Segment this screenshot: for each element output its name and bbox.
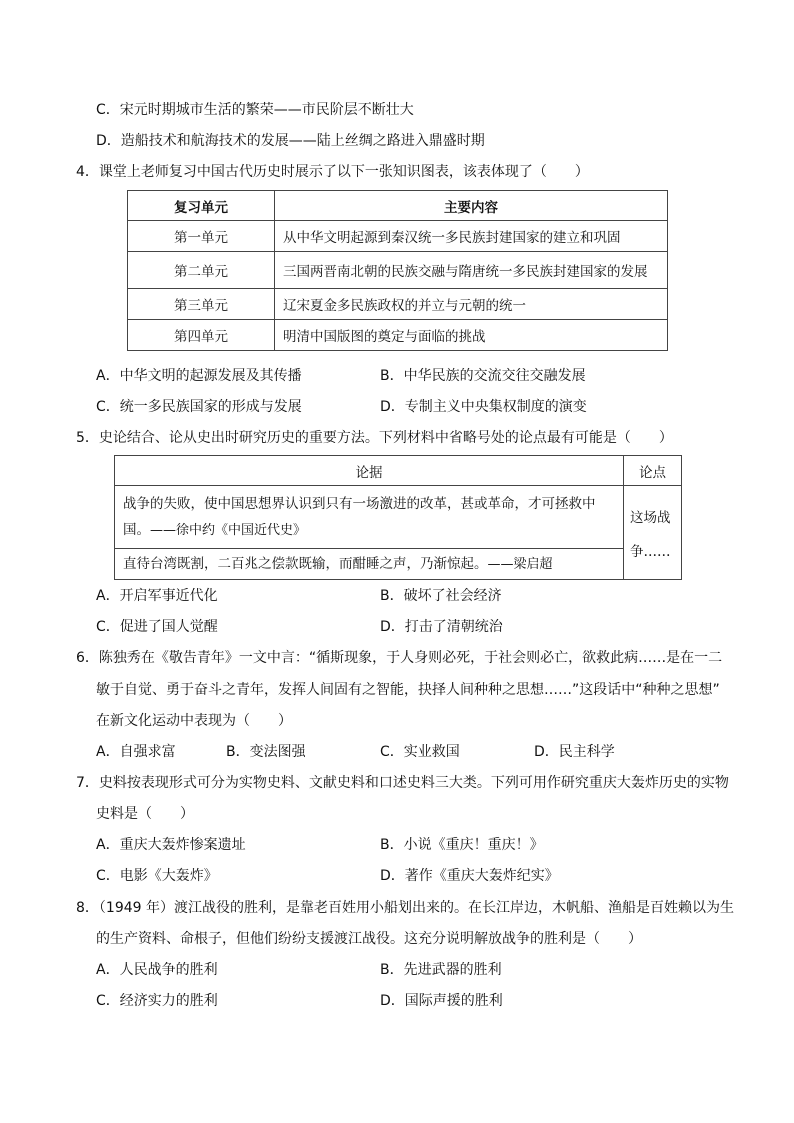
table-row <box>128 252 668 289</box>
q5-option-c: C．促进了国人觉醒 <box>96 619 218 635</box>
q5-evidence1-source: ——徐中约《中国近代史》 <box>150 522 307 538</box>
q6-option-c: C．实业救国 <box>380 744 460 760</box>
table-row <box>128 320 668 351</box>
q4-stem: 4．课堂上老师复习中国古代历史时展示了以下一张知识图表，该表体现了（ ） <box>76 164 589 180</box>
q5-option-d: D．打击了清朝统治 <box>380 619 503 635</box>
q4-unit-cell: 第一单元 <box>128 221 275 252</box>
q6-option-a: A．自强求富 <box>96 744 176 760</box>
q7-option-d: D．著作《重庆大轰炸纪实》 <box>380 868 559 884</box>
q4-content-cell: 辽宋夏金多民族政权的并立与元朝的统一 <box>275 289 668 320</box>
q4-content-cell: 明清中国版图的奠定与面临的挑战 <box>275 320 668 351</box>
table-row <box>128 289 668 320</box>
q5-evidence1-text: 国。 <box>123 521 150 538</box>
q4-content-cell: 三国两晋南北朝的民族交融与隋唐统一多民族封建国家的发展 <box>275 252 668 289</box>
q5-stem: 5．史论结合、论从史出时研究历史的重要方法。下列材料中省略号处的论点最有可能是（ ） <box>76 430 673 446</box>
q7-option-b: B．小说《重庆！重庆！》 <box>380 837 544 853</box>
q5-evidence1-line2 <box>123 517 615 544</box>
q4-header-unit: 复习单元 <box>128 191 275 221</box>
table-row <box>115 486 682 549</box>
table-row <box>128 221 668 252</box>
q4-content-cell: 从中华文明起源到秦汉统一多民族封建国家的建立和巩固 <box>275 221 668 252</box>
q4-unit-cell: 第二单元 <box>128 252 275 289</box>
q5-option-b: B．破坏了社会经济 <box>380 588 502 604</box>
q5-claim-line2: 争…… <box>630 543 671 560</box>
q5-option-a: A．开启军事近代化 <box>96 588 218 604</box>
q7-option-a: A．重庆大轰炸惨案遗址 <box>96 837 246 853</box>
q4-table <box>127 190 668 351</box>
q3-option-d: D．造船技术和航海技术的发展——陆上丝绸之路进入鼎盛时期 <box>96 133 485 149</box>
q8-option-a: A．人民战争的胜利 <box>96 962 218 978</box>
q7-stem-line2: 史料是（ ） <box>96 806 194 822</box>
q8-stem-line1: 8．（1949 年）渡江战役的胜利，是靠老百姓用小船划出来的。在长江岸边，木帆船、渔船是百姓赖以为生 <box>76 900 734 916</box>
q6-stem-line3: 在新文化运动中表现为（ ） <box>96 713 292 729</box>
q5-claim-line1: 这场战 <box>630 509 671 526</box>
q5-table-header <box>115 456 682 486</box>
q6-option-b: B．变法图强 <box>226 744 306 760</box>
q8-option-c: C．经济实力的胜利 <box>96 993 218 1009</box>
q6-stem-line2: 敏于自觉、勇于奋斗之青年，发挥人间固有之智能，抉择人间种种之思想……”这段话中“种种之思想” <box>96 682 720 698</box>
q5-evidence2-cell <box>115 549 624 580</box>
q8-option-d: D．国际声援的胜利 <box>380 993 503 1009</box>
q4-unit-cell: 第三单元 <box>128 289 275 320</box>
q4-unit-cell: 第四单元 <box>128 320 275 351</box>
q5-table <box>114 455 682 580</box>
q4-option-a: A．中华文明的起源发展及其传播 <box>96 368 302 384</box>
q5-evidence-cell <box>115 486 624 549</box>
q5-evidence2-source: ——梁启超 <box>487 556 553 572</box>
q5-header-claim: 论点 <box>624 456 682 486</box>
q4-header-content: 主要内容 <box>275 191 668 221</box>
table-row <box>115 549 682 580</box>
q7-option-c: C．电影《大轰炸》 <box>96 868 218 884</box>
q5-evidence2-text: 直待台湾既割，二百兆之偿款既输，而酣睡之声，乃渐惊起。 <box>123 555 488 572</box>
q6-stem-line1: 6．陈独秀在《敬告青年》一文中言：“循斯现象，于人身则必死，于社会则必亡，欲救此病……是在一二 <box>76 650 723 666</box>
q8-option-b: B．先进武器的胜利 <box>380 962 502 978</box>
q4-option-c: C．统一多民族国家的形成与发展 <box>96 399 302 415</box>
q5-evidence1-line1: 战争的失败，使中国思想界认识到只有一场激进的改革，甚或革命，才可拯救中 <box>123 495 596 512</box>
q4-option-d: D．专制主义中央集权制度的演变 <box>380 399 587 415</box>
q6-option-d: D．民主科学 <box>534 744 615 760</box>
q4-option-b: B．中华民族的交流交往交融发展 <box>380 368 586 384</box>
q8-stem-line2: 的生产资料、命根子，但他们纷纷支援渡江战役。这充分说明解放战争的胜利是（ ） <box>96 931 642 947</box>
q3-option-c: C．宋元时期城市生活的繁荣——市民阶层不断壮大 <box>96 102 414 118</box>
q5-header-evidence: 论据 <box>115 456 624 486</box>
q4-table-header <box>128 191 668 221</box>
q5-claim-cell <box>624 486 682 580</box>
q7-stem-line1: 7．史料按表现形式可分为实物史料、文献史料和口述史料三大类。下列可用作研究重庆大轰炸历史的实物 <box>76 775 729 791</box>
